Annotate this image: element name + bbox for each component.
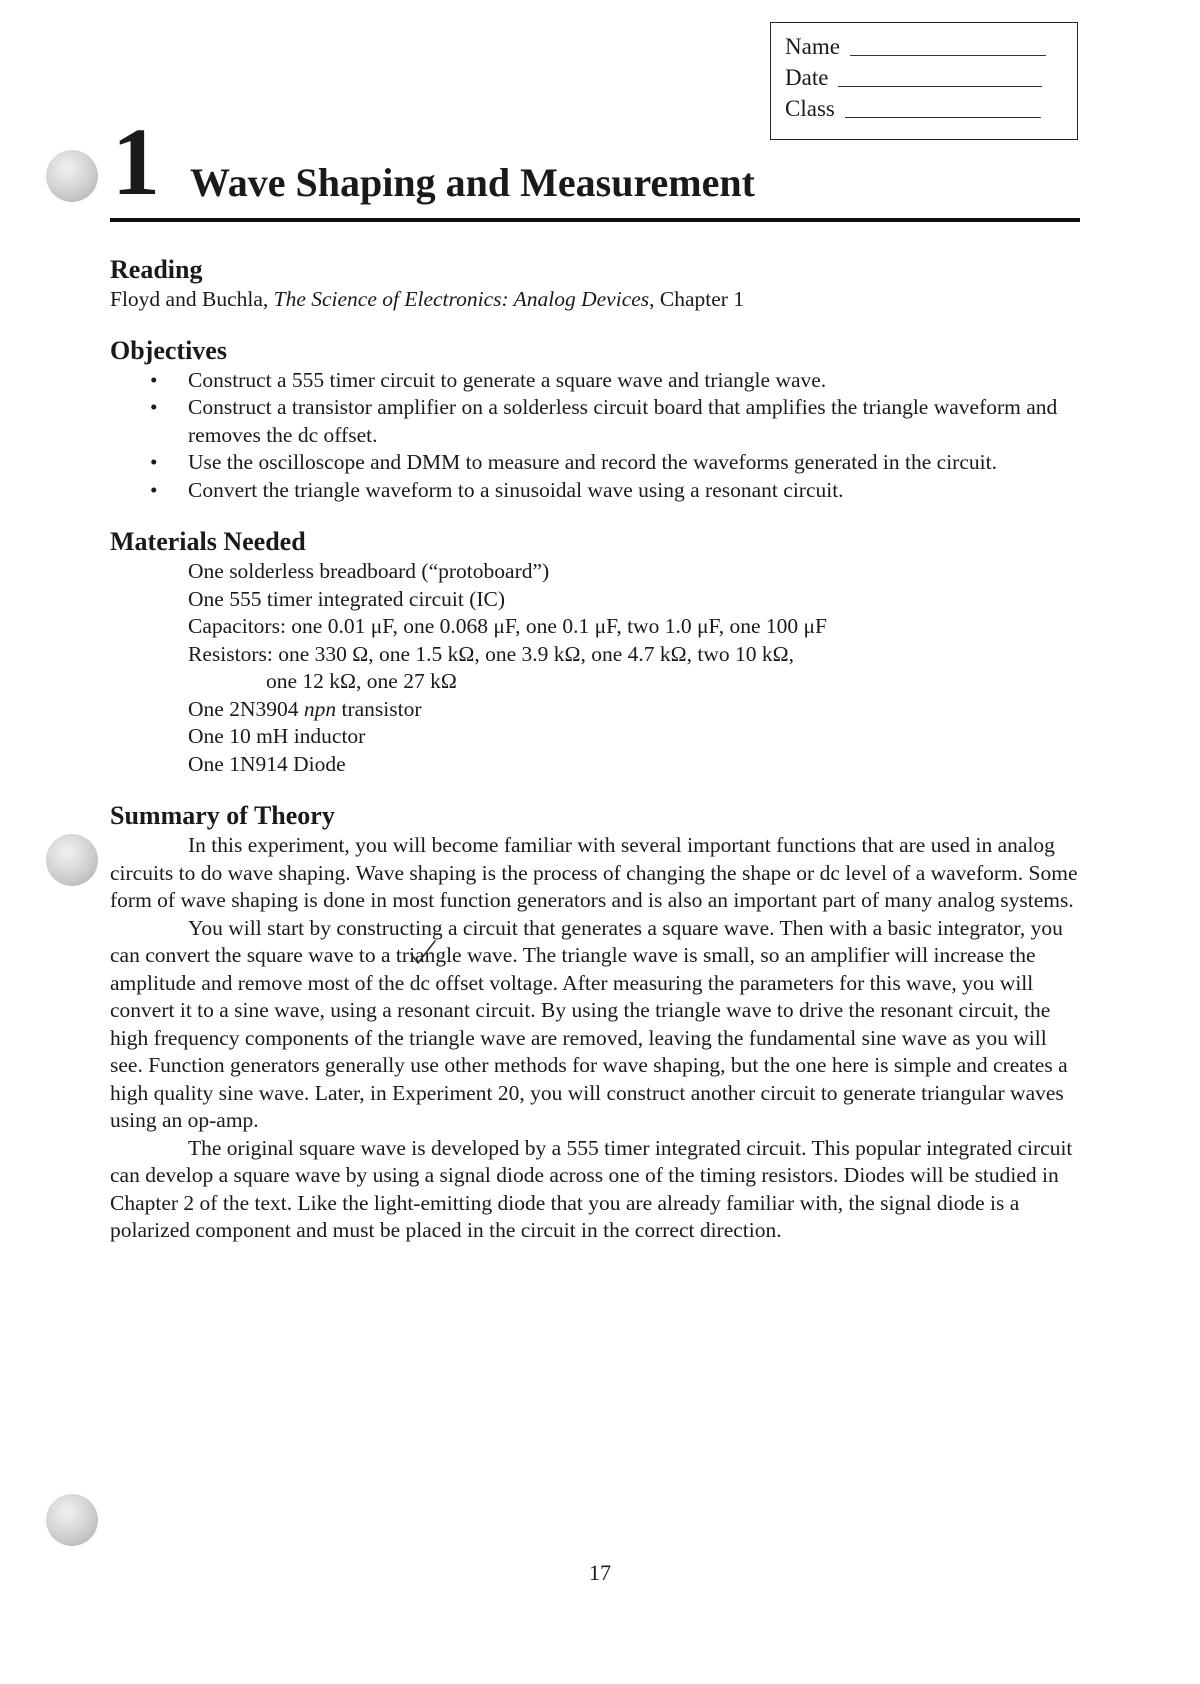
handwritten-checkmark-icon: [408, 938, 438, 968]
theory-heading: Summary of Theory: [110, 801, 335, 830]
reading-reference: [110, 286, 1082, 314]
material-item: Resistors: one 330 Ω, one 1.5 kΩ, one 3.9 kΩ, one 4.7 kΩ, two 10 kΩ,: [188, 641, 794, 666]
punch-hole-bottom: [46, 1494, 98, 1546]
page-content: [110, 254, 1082, 1245]
name-label: Name: [785, 34, 840, 59]
objectives-list: [110, 367, 1082, 505]
chapter-heading-rule: [110, 218, 1080, 222]
theory-paragraph: The original square wave is developed by a 555 timer integrated circuit. This popular integrated circuit can develop a square wave by using a signal diode across one of the timing resistors. Diodes will be studied in Chapter 2 of the text. Like the light-emitting diode that you are already familiar with, the signal diode is a polarized component and must be placed in the circuit in the correct direction.: [110, 1135, 1073, 1242]
reading-heading: Reading: [110, 255, 203, 284]
page-number: 17: [589, 1560, 611, 1585]
objectives-heading: Objectives: [110, 335, 227, 365]
material-item-inductor: One 10 mH inductor: [188, 724, 366, 748]
material-item: Capacitors: one 0.01 μF, one 0.068 μF, one 0.1 μF, two 1.0 μF, one 100 μF: [188, 614, 827, 638]
materials-list: [110, 558, 1082, 778]
name-row: [785, 31, 1063, 62]
name-date-class-box: [770, 22, 1078, 140]
material-item-transistor: [188, 696, 1082, 724]
theory-paragraph: You will start by constructing a circuit that generates a square wave. Then with a basic integrator, you can convert the square wave to a triangle wave. The triangle wave is small, so an amplifier will increase the amplitude and remove most of the dc offset voltage. After measuring the parameters for this wave, you will convert it to a sine wave, using a resonant circuit. By using the triangle wave to drive the resonant circuit, the high frequency components of the triangle wave are removed, leaving the fundamental sine wave as you will see. Function generators generally use other methods for wave shaping, but the one here is simple and creates a high quality sine wave. Later, in Experiment 20, you will construct another circuit to generate triangular waves using an op-amp.: [110, 915, 1068, 1132]
material-item: One 1N914 Diode: [188, 751, 346, 776]
date-field-line[interactable]: [838, 85, 1042, 87]
reading-authors: Floyd and Buchla,: [110, 287, 269, 311]
punch-hole-top: [46, 150, 98, 202]
punch-hole-middle: [46, 834, 98, 886]
class-row: [785, 93, 1063, 124]
chapter-number: 1: [112, 108, 160, 215]
objective-item: • Construct a transistor amplifier on a solderless circuit board that amplifies the triangle waveform and removes the dc offset.: [110, 394, 1082, 449]
class-label: Class: [785, 96, 835, 121]
transistor-suffix: transistor: [336, 696, 422, 721]
materials-heading: Materials Needed: [110, 527, 306, 556]
reading-book-title: The Science of Electronics: Analog Devices: [273, 287, 650, 311]
objective-item: • Convert the triangle waveform to a sinusoidal wave using a resonant circuit.: [110, 477, 1082, 505]
date-label: Date: [785, 65, 829, 90]
objective-item: • Use the oscilloscope and DMM to measure and record the waveforms generated in the circuit.: [110, 449, 1082, 477]
transistor-type: npn: [303, 696, 337, 721]
material-item: One 555 timer integrated circuit (IC): [188, 586, 506, 611]
material-item-continued: one 12 kΩ, one 27 kΩ: [266, 669, 457, 693]
class-field-line[interactable]: [845, 116, 1041, 118]
theory-paragraph: In this experiment, you will become familiar with several important functions that are used in analog circuits to do wave shaping. Wave shaping is the process of changing the shape or dc level of a waveform. Some form of wave shaping is done in most function generators and is also an important part of many analog systems.: [110, 833, 1078, 912]
name-field-line[interactable]: [850, 54, 1046, 56]
reading-chapter: , Chapter 1: [649, 287, 745, 311]
date-row: [785, 62, 1063, 93]
transistor-prefix: One 2N3904: [188, 696, 304, 721]
material-item: One solderless breadboard (“protoboard”): [188, 559, 550, 583]
objective-item: • Construct a 555 timer circuit to generate a square wave and triangle wave.: [110, 367, 1082, 395]
chapter-title: Wave Shaping and Measurement: [190, 160, 755, 205]
